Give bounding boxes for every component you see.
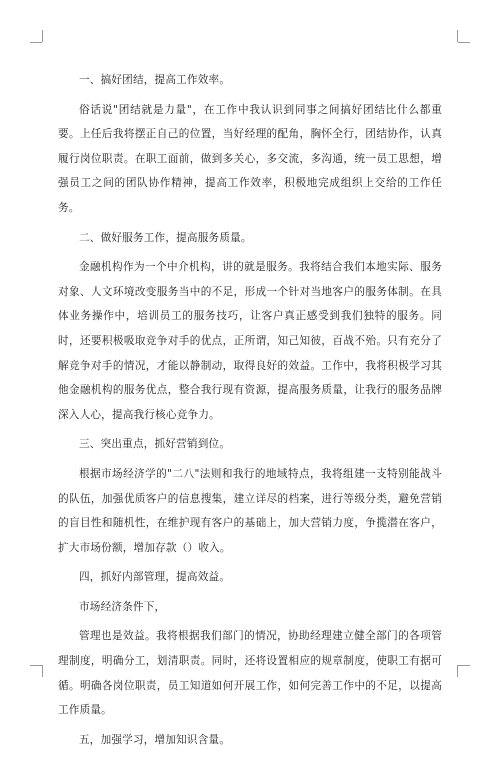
section-heading-5: 五，加强学习，增加知识含量。 <box>79 733 231 746</box>
section-paragraph-3: 根据市场经济学的"二八"法则和我行的地域特点，我将组建一支特别能战斗的队伍，加强优质客户的信息搜集，建立详尽的档案，进行等级分类，避免营销的盲目性和随机性，在维护现有客户的基础上，加大营销力度，争揽潜在客户，扩大市场份额，增加存款（）收入。 <box>58 467 442 554</box>
crop-mark-bottom-right-v <box>457 665 458 677</box>
section-paragraph-4: 管理也是效益。我将根据我们部门的情况，协助经理建立健全部门的各项管理制度，明确分工，划清职责。同时，还将设置相应的规章制度，使职工有据可循。明确各岗位职责，员工知道如何开展工作，如何完善工作中的不足，以提高工作质量。 <box>58 630 442 717</box>
crop-mark-top-left-h <box>30 42 42 43</box>
document-body <box>58 68 442 757</box>
crop-mark-bottom-left-v <box>42 665 43 677</box>
section-line-4a: 市场经济条件下， <box>79 600 166 613</box>
section-heading-1: 一、搞好团结，提高工作效率。 <box>79 74 231 86</box>
crop-mark-top-right-h <box>458 42 470 43</box>
section-heading-4: 四，抓好内部管理，提高效益。 <box>79 571 231 584</box>
section-heading-3: 三、突出重点，抓好营销到位。 <box>79 438 231 451</box>
crop-mark-bottom-left-h <box>30 665 42 666</box>
crop-mark-bottom-right-h <box>458 665 470 666</box>
section-heading-2: 二、做好服务工作，提高服务质量。 <box>79 231 252 244</box>
crop-mark-top-left-v <box>42 30 43 42</box>
crop-mark-top-right-v <box>457 30 458 42</box>
section-paragraph-1: 俗话说"团结就是力量"，在工作中我认识到同事之间搞好团结比什么都重要。上任后我将摆正自己的位置，当好经理的配角，胸怀全行，团结协作，认真履行岗位职责。在职工面前，做到多关心，多交流，多沟通，统一员工思想，增强员工之间的团队协作精神，提高工作效率，积极地完成组织上交给的工作任务。 <box>58 103 442 214</box>
section-paragraph-2: 金融机构作为一个中介机构，讲的就是服务。我将结合我们本地实际、服务对象、人文环境改变服务当中的不足，形成一个针对当地客户的服务体制。在具体业务操作中，培训员工的服务技巧，让客户真正感受到我们独特的服务。同时，还要积极吸取竞争对手的优点，正所谓，知己知彼，百战不殆。只有充分了解竞争对手的情况，才能以静制动，取得良好的效益。工作中，我将积极学习其他金融机构的服务优点，整合我行现有资源，提高服务质量，让我行的服务品牌深入人心，提高我行核心竞争力。 <box>58 261 442 421</box>
